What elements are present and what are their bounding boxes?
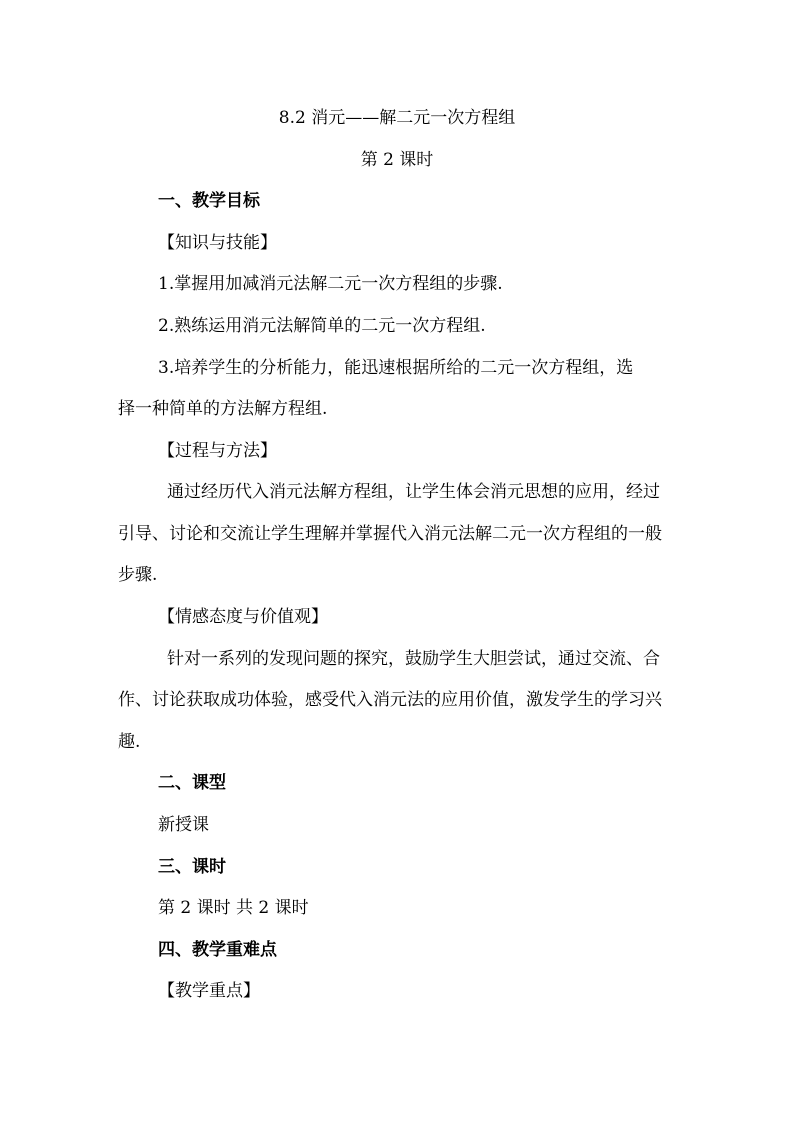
objective-item-continued: 择一种简单的方法解方程组. bbox=[118, 399, 328, 419]
paragraph-line: 通过经历代入消元法解方程组，让学生体会消元思想的应用，经过 bbox=[167, 482, 660, 502]
objective-item: 3.培养学生的分析能力，能迅速根据所给的二元一次方程组，选 bbox=[158, 358, 634, 378]
subheading-knowledge-skills: 【知识与技能】 bbox=[158, 233, 277, 253]
subheading-emotion-values: 【情感态度与价值观】 bbox=[158, 607, 328, 627]
section-heading-class-hours: 三、课时 bbox=[158, 857, 226, 877]
paragraph-line: 针对一系列的发现问题的探究，鼓励学生大胆尝试，通过交流、合 bbox=[167, 649, 660, 669]
page-title: 8.2 消元——解二元一次方程组 bbox=[278, 108, 516, 128]
objective-item: 2.熟练运用消元法解简单的二元一次方程组. bbox=[158, 316, 486, 336]
page-subtitle: 第 2 课时 bbox=[360, 150, 434, 170]
paragraph-line: 引导、讨论和交流让学生理解并掌握代入消元法解二元一次方程组的一般 bbox=[118, 524, 662, 544]
paragraph-line: 趣. bbox=[118, 732, 141, 752]
paragraph-line: 步骤. bbox=[118, 565, 158, 585]
objective-item: 1.掌握用加减消元法解二元一次方程组的步骤. bbox=[158, 274, 503, 294]
subheading-process-methods: 【过程与方法】 bbox=[158, 441, 277, 461]
class-hours-value: 第 2 课时 共 2 课时 bbox=[158, 898, 309, 918]
lesson-type-value: 新授课 bbox=[158, 815, 209, 835]
section-heading-objectives: 一、教学目标 bbox=[158, 191, 260, 211]
section-heading-lesson-type: 二、课型 bbox=[158, 773, 226, 793]
paragraph-line: 作、讨论获取成功体验，感受代入消元法的应用价值，激发学生的学习兴 bbox=[118, 690, 662, 710]
subheading-teaching-focus: 【教学重点】 bbox=[158, 981, 260, 1001]
section-heading-key-points: 四、教学重难点 bbox=[158, 940, 277, 960]
